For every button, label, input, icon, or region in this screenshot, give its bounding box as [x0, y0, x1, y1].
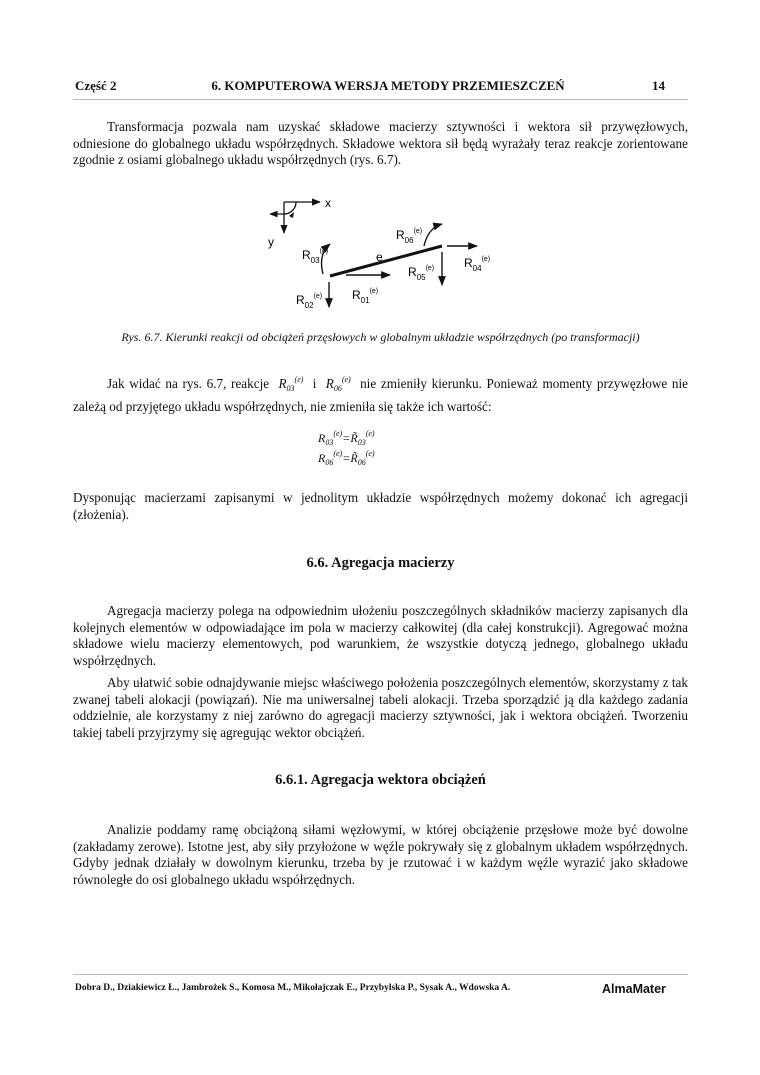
R06-moment-arrow	[424, 224, 442, 246]
axis-y-label: y	[268, 235, 274, 249]
section-6-6-1-paragraph: Analizie poddamy ramę obciążoną siłami węzłowymi, w której obciążenie przęsłowe może być dowolne (zakładamy zerowe). Istotne jest, aby siły przyłożone w węźle pokrywały się z globalnym układem współrzędnych. Gdyby jednak działały w dowolnym kierunku, trzeba by je rzutować i w każdym węźle wyrazić jako składowe równoległe do osi globalnego układu współrzędnych.	[73, 822, 688, 887]
label-R01: $R_{01}^{(e)}$	[352, 288, 379, 305]
header-page-number: 14	[652, 78, 665, 93]
p2-conjunction: i	[312, 376, 317, 391]
footer-authors: Dobra D., Dziakiewicz Ł., Jambrożek S., Komosa M., Mikołajczak E., Przybylska P., Sysak A., Wdowska A.	[75, 983, 511, 993]
inline-R03: $R_{03}^{(e)}$	[278, 375, 304, 393]
p2-text-after: nie zmieniły kierunku. Ponieważ momenty przywęzłowe nie zależą od przyjętego układu współrzędnych, nie zmieniła się także ich wartość:	[73, 376, 689, 414]
global-axes	[268, 196, 331, 249]
section-6-6-1-title: 6.6.1. Agregacja wektora obciążeń	[275, 772, 486, 788]
figure-6-7	[0, 0, 760, 330]
label-R02: $R_{02}^{(e)}$	[296, 293, 323, 310]
axes-rotation-arc	[284, 202, 296, 214]
p2-text-before: Jak widać na rys. 6.7, reakcje	[107, 376, 270, 391]
axis-x-label: x	[325, 196, 331, 210]
figure-caption: Rys. 6.7. Kierunki reakcji od obciążeń przęsłowych w globalnym układzie współrzędnych (po transformacji)	[121, 330, 640, 344]
publisher-logo: AlmaMater	[602, 982, 666, 996]
element-label: e	[376, 250, 383, 264]
section-6-6-paragraph-1: Agregacja macierzy polega na odpowiednim ułożeniu poszczególnych składników macierzy zapisanych dla kolejnych elementów w odpowiadające im pola w macierzy całkowitej (dla całej konstrukcji). Agregować można składowe wielu macierzy elementowych, pod warunkiem, że wszystkie dotyczą jednego, globalnego układu współrzędnych.	[73, 603, 688, 668]
footer-rule	[73, 974, 688, 975]
paragraph-3: Dysponując macierzami zapisanymi w jednolitym układzie współrzędnych możemy dokonać ich agregacji (złożenia).	[73, 490, 688, 522]
label-R03: $R_{03}^{(e)}$	[302, 248, 329, 265]
equation-2: $R_{06}^{(e)}=R̃_{06}^{(e)}$	[318, 449, 375, 467]
intro-paragraph: Transformacja pozwala nam uzyskać składowe macierzy sztywności i wektora sił przywęzłowych, odniesione do globalnego układu współrzędnych. Składowe wektora sił będą wyrażały teraz reakcje zorientowane zgodnie z osiami globalnego układu współrzędnych (rys. 6.7).	[73, 119, 688, 167]
inline-R06: $R_{06}^{(e)}$	[325, 375, 351, 393]
section-6-6-title: 6.6. Agregacja macierzy	[306, 555, 455, 571]
equation-1: $R_{03}^{(e)}=R̃_{03}^{(e)}$	[318, 429, 375, 447]
label-R06: $R_{06}^{(e)}$	[396, 228, 423, 245]
label-R05: $R_{05}^{(e)}$	[408, 265, 435, 282]
paragraph-2	[73, 371, 688, 416]
header-chapter-title: 6. KOMPUTEROWA WERSJA METODY PRZEMIESZCZEŃ	[211, 78, 565, 93]
header-part: Część 2	[75, 78, 117, 93]
section-6-6-paragraph-2: Aby ułatwić sobie odnajdywanie miejsc właściwego położenia poszczególnych elementów, skorzystamy z tak zwanej tabeli alokacji (powiązań). Nie ma uniwersalnej tabeli alokacji. Trzeba sporządzić ją dla każdego zadania oddzielnie, ale korzystamy z niej zarówno do agregacji macierzy sztywności, jak i wektora obciążeń. Tworzeniu takiej tabeli przyjrzymy się agregując wektor obciążeń.	[73, 675, 688, 740]
label-R04: $R_{04}^{(e)}$	[464, 256, 491, 273]
